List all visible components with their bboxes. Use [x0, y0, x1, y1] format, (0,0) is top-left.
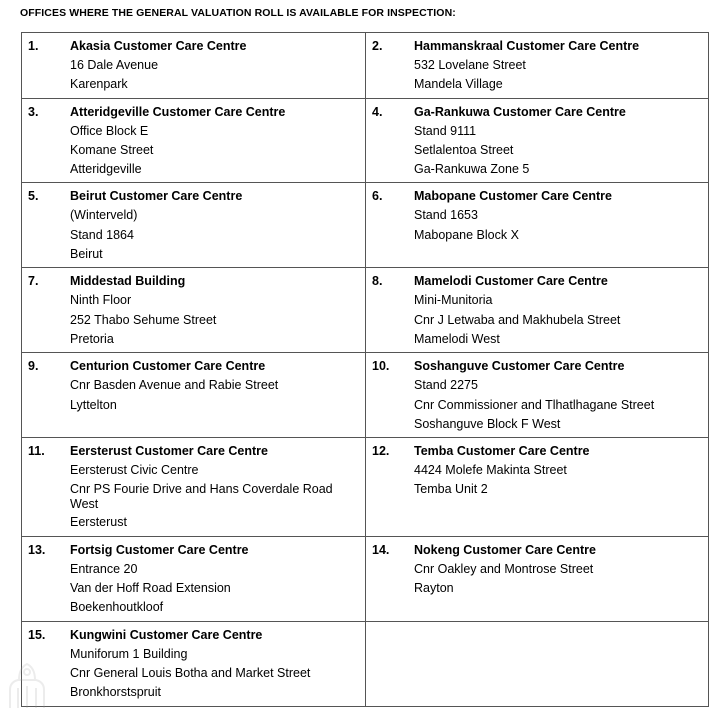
office-address-line: Cnr PS Fourie Drive and Hans Coverdale Road West [70, 482, 333, 511]
office-entry [366, 103, 708, 180]
office-name: Fortsig Customer Care Centre [70, 542, 249, 557]
office-number: 5. [28, 189, 39, 204]
office-address-line: Van der Hoff Road Extension [70, 581, 231, 596]
office-details [70, 442, 365, 533]
office-number: 4. [372, 104, 383, 119]
office-address-line: Mini-Munitoria [414, 293, 493, 308]
office-row [22, 621, 709, 706]
office-number: 13. [28, 542, 46, 557]
office-address-line: (Winterveld) [70, 208, 138, 223]
office-cell [366, 183, 709, 268]
office-address-line: Setlalentoa Street [414, 142, 514, 157]
office-name: Akasia Customer Care Centre [70, 39, 247, 53]
office-details [414, 357, 708, 434]
office-name: Mabopane Customer Care Centre [414, 189, 612, 204]
office-number: 14. [372, 542, 390, 557]
page-heading: OFFICES WHERE THE GENERAL VALUATION ROLL IS AVAILABLE FOR INSPECTION: [20, 7, 456, 19]
office-cell [366, 536, 709, 621]
office-cell [22, 438, 366, 537]
office-name: Ga-Rankuwa Customer Care Centre [414, 104, 626, 119]
office-row [22, 438, 709, 537]
office-name: Eersterust Customer Care Centre [70, 444, 268, 459]
offices-table [21, 32, 709, 707]
office-address-line: Boekenhoutkloof [70, 600, 164, 615]
office-number: 3. [28, 104, 39, 119]
office-entry [22, 541, 365, 618]
office-address-line: 16 Dale Avenue [70, 58, 159, 72]
crest-watermark-icon [4, 660, 50, 709]
office-name: Soshanguve Customer Care Centre [414, 359, 625, 374]
office-address-line: Cnr Commissioner and Tlhatlhagane Street [414, 397, 655, 412]
office-cell [22, 621, 366, 706]
office-number: 8. [372, 274, 383, 289]
office-name: Middestad Building [70, 274, 186, 289]
office-number: 9. [28, 359, 39, 374]
office-details [414, 272, 708, 349]
office-address-line: Cnr Basden Avenue and Rabie Street [70, 378, 279, 393]
office-address-line: Karenpark [70, 77, 128, 92]
office-address-line: 532 Lovelane Street [414, 58, 526, 72]
office-number: 2. [372, 39, 383, 53]
office-cell [366, 268, 709, 353]
office-address-line: Mandela Village [414, 77, 503, 92]
office-details [414, 187, 708, 245]
office-address-line: Mamelodi West [414, 331, 500, 346]
office-address-line: Cnr General Louis Botha and Market Street [70, 665, 311, 680]
office-address-line: Stand 1864 [70, 227, 134, 242]
office-address-line: Stand 1653 [414, 208, 478, 223]
office-number: 6. [372, 189, 383, 204]
office-entry [366, 272, 708, 349]
office-cell [366, 438, 709, 537]
office-address-line: Eersterust Civic Centre [70, 463, 199, 478]
office-details [414, 541, 708, 599]
office-cell [22, 536, 366, 621]
offices-table-body [22, 33, 709, 707]
office-address-line: Temba Unit 2 [414, 482, 488, 497]
office-details [70, 187, 365, 264]
office-details [414, 37, 708, 95]
office-name: Kungwini Customer Care Centre [70, 627, 263, 642]
office-row [22, 33, 709, 99]
office-entry [22, 442, 365, 533]
office-row [22, 268, 709, 353]
office-number: 12. [372, 444, 390, 459]
office-address-line: Office Block E [70, 123, 149, 138]
office-address-line: Entrance 20 [70, 561, 138, 576]
office-entry [22, 103, 365, 180]
office-cell [366, 33, 709, 99]
office-number: 10. [372, 359, 390, 374]
office-address-line: Eersterust [70, 515, 127, 530]
office-name: Nokeng Customer Care Centre [414, 542, 596, 557]
office-cell [22, 33, 366, 99]
office-row [22, 536, 709, 621]
office-address-line: Beirut [70, 247, 103, 262]
office-entry [366, 442, 708, 500]
office-address-line: Cnr Oakley and Montrose Street [414, 561, 594, 576]
office-details [414, 103, 708, 180]
office-number: 15. [28, 627, 46, 642]
office-address-line: Rayton [414, 581, 454, 596]
office-address-line: Ninth Floor [70, 293, 132, 308]
office-entry [22, 626, 365, 703]
office-address-line: Atteridgeville [70, 162, 142, 177]
office-entry [22, 357, 365, 415]
office-address-line: Bronkhorstspruit [70, 685, 162, 700]
office-name: Beirut Customer Care Centre [70, 189, 243, 204]
office-entry [366, 37, 708, 95]
office-address-line: Komane Street [70, 142, 154, 157]
office-cell [22, 268, 366, 353]
office-name: Temba Customer Care Centre [414, 444, 590, 459]
office-address-line: Lyttelton [70, 397, 117, 412]
office-address-line: Soshanguve Block F West [414, 416, 561, 431]
office-number: 11. [28, 444, 45, 459]
office-details [70, 357, 365, 415]
office-row [22, 353, 709, 438]
office-details [70, 626, 365, 703]
office-entry [366, 357, 708, 434]
office-entry [366, 187, 708, 245]
office-cell [366, 98, 709, 183]
office-cell [22, 183, 366, 268]
office-address-line: 4424 Molefe Makinta Street [414, 463, 567, 478]
office-number: 1. [28, 39, 39, 53]
office-entry [22, 272, 365, 349]
office-name: Atteridgeville Customer Care Centre [70, 104, 286, 119]
office-address-line: Stand 2275 [414, 378, 478, 393]
office-details [70, 272, 365, 349]
office-address-line: Cnr J Letwaba and Makhubela Street [414, 312, 621, 327]
office-entry [366, 541, 708, 599]
empty-cell [366, 621, 709, 706]
office-row [22, 183, 709, 268]
office-address-line: Ga-Rankuwa Zone 5 [414, 162, 530, 177]
office-address-line: Stand 9111 [414, 123, 477, 138]
office-name: Hammanskraal Customer Care Centre [414, 39, 640, 53]
office-entry [22, 187, 365, 264]
office-details [70, 37, 365, 95]
office-details [70, 103, 365, 180]
office-cell [22, 98, 366, 183]
office-cell [366, 353, 709, 438]
office-name: Mamelodi Customer Care Centre [414, 274, 608, 289]
office-entry [22, 37, 365, 95]
office-details [414, 442, 708, 500]
office-number: 7. [28, 274, 39, 289]
office-address-line: 252 Thabo Sehume Street [70, 312, 217, 327]
office-details [70, 541, 365, 618]
office-row [22, 98, 709, 183]
office-address-line: Pretoria [70, 331, 114, 346]
office-address-line: Muniforum 1 Building [70, 646, 188, 661]
office-address-line: Mabopane Block X [414, 227, 519, 242]
office-cell [22, 353, 366, 438]
office-name: Centurion Customer Care Centre [70, 359, 266, 374]
